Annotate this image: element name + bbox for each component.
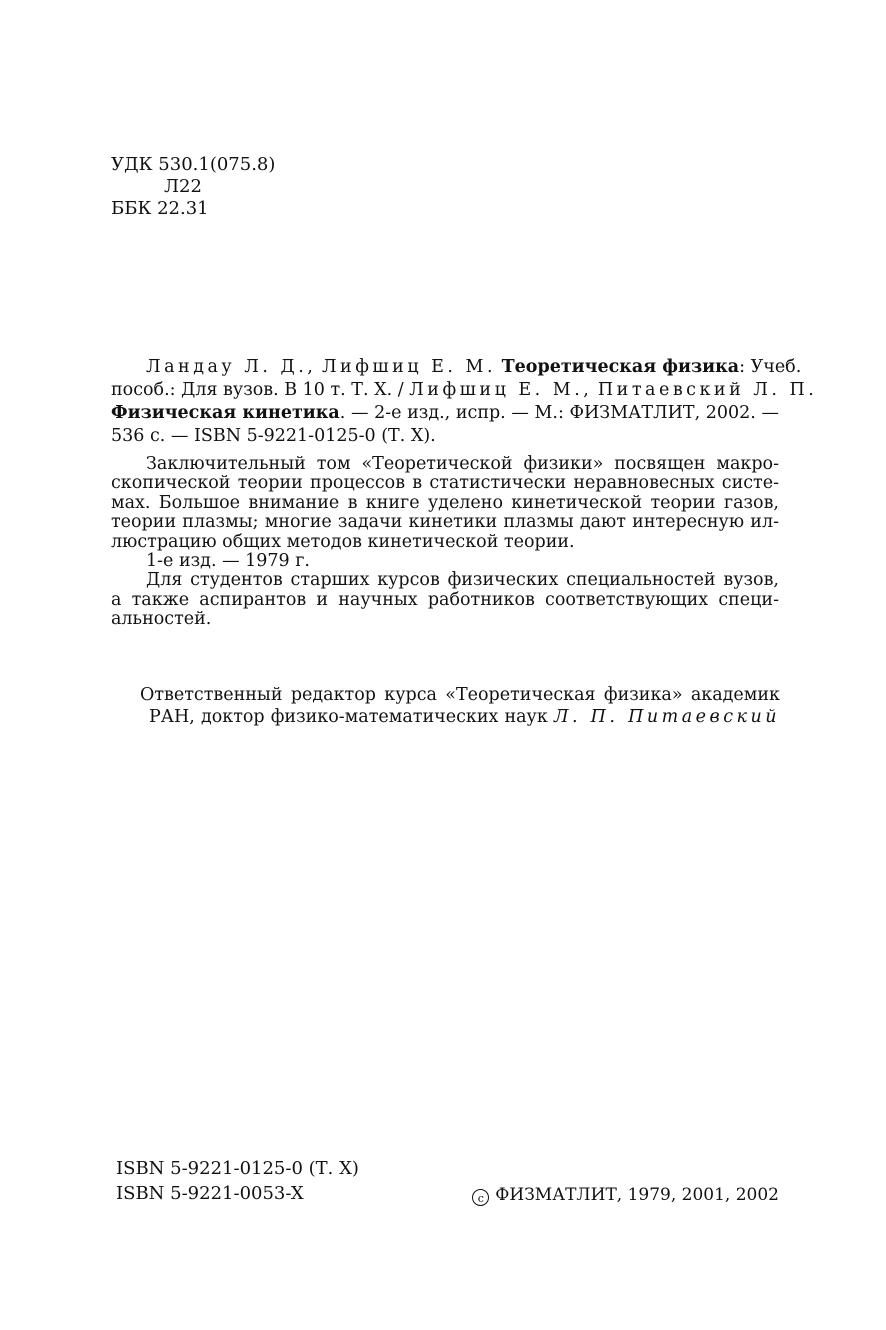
annotation-line: мах. Большое внимание в книге уделено кинетической теории газов,	[111, 492, 779, 513]
responsible-editor	[140, 684, 780, 728]
audience-line: альностей.	[111, 609, 212, 630]
copyright-icon: c	[472, 1189, 489, 1206]
annotation-line: теории плазмы; многие задачи кинетики плазмы дают интересную ил-	[111, 512, 779, 533]
copyright-notice	[472, 1184, 779, 1206]
annotation-line: Заключительный том «Теоретической физики» посвящен макро-	[146, 454, 779, 474]
annotation	[111, 455, 779, 630]
audience-line: а также аспирантов и научных работников соответствующих специ-	[111, 589, 779, 610]
bbk-code: ББК 22.31	[111, 198, 209, 219]
biblio-line-3: Физическая кинетика. — 2-е изд., испр. — М.: ФИЗМАТЛИТ, 2002. —	[111, 403, 779, 423]
series-title: Теоретическая физика	[501, 357, 740, 377]
editor-name: Л. П. Питаевский	[553, 707, 780, 727]
biblio-line-2: пособ.: Для вузов. В 10 т. Т. X. / Лифшиц Е. М., Питаевский Л. П.	[111, 380, 818, 400]
isbn-set: ISBN 5-9221-0053-X	[116, 1183, 304, 1204]
editor-line-1: Ответственный редактор курса «Теоретическая физика» академик	[140, 685, 780, 705]
annotation-line: скопической теории процессов в статистически неравновесных систе-	[111, 473, 779, 494]
editor-line-2: РАН, доктор физико-математических наук Л. П. Питаевский	[149, 707, 780, 727]
classification-block	[111, 154, 275, 220]
isbn-volume: ISBN 5-9221-0125-0 (Т. X)	[116, 1158, 359, 1179]
bibliographic-description	[111, 356, 818, 448]
volume-title: Физическая кинетика	[111, 403, 340, 423]
annotation-line: люстрацию общих методов кинетической теории.	[111, 531, 575, 552]
copyright-text: ФИЗМАТЛИТ, 1979, 2001, 2002	[495, 1185, 779, 1205]
first-edition-note: 1-е изд. — 1979 г.	[146, 551, 310, 572]
udk-code: УДК 530.1(075.8)	[111, 154, 276, 175]
biblio-line-1: Ландау Л. Д., Лифшиц Е. М. Теоретическая физика: Учеб.	[146, 357, 802, 377]
biblio-line-4: 536 с. — ISBN 5-9221-0125-0 (Т. X).	[111, 426, 436, 446]
author-mark: Л22	[164, 176, 202, 197]
audience-line: Для студентов старших курсов физических специальностей вузов,	[146, 570, 779, 591]
